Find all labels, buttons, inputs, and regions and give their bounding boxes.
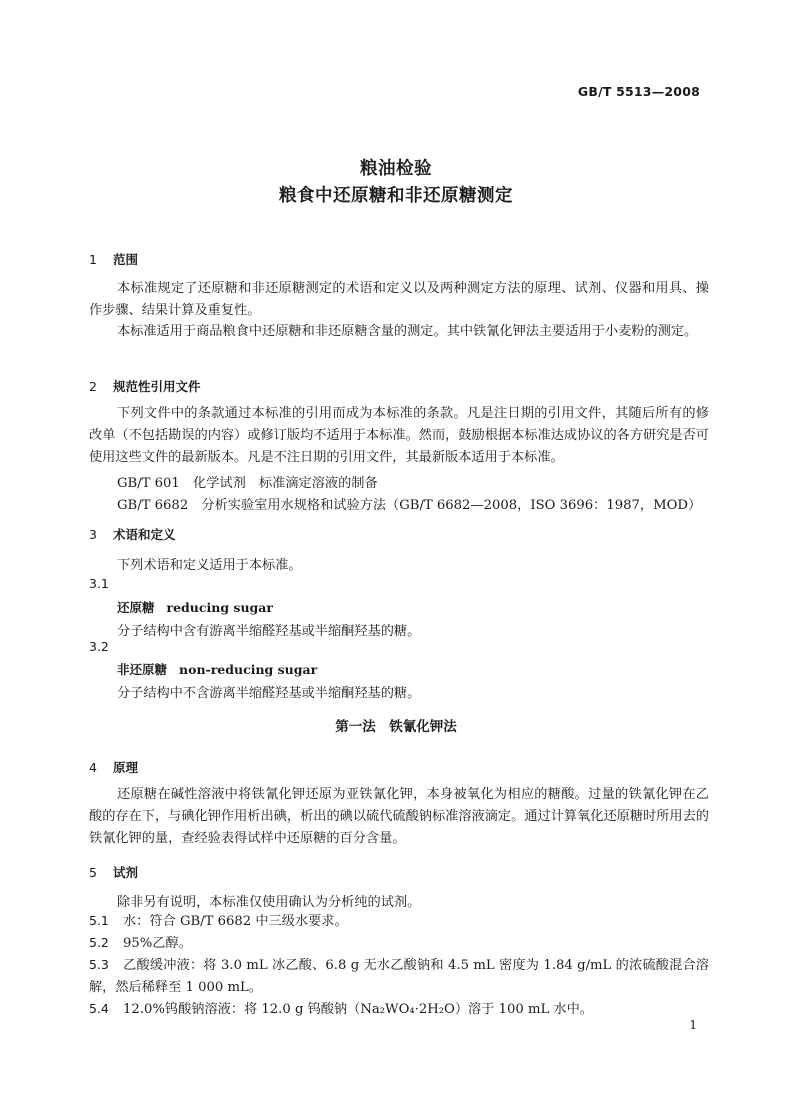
term-chinese: 非还原糖 bbox=[117, 662, 168, 677]
document-title-line1: 粮油检验 bbox=[360, 159, 432, 179]
term-english: non-reducing sugar bbox=[179, 662, 318, 677]
section-2-heading bbox=[89, 377, 201, 395]
term-definition-non-reducing-sugar: 分子结构中不含游离半缩醛羟基或半缩酮羟基的糖。 bbox=[117, 686, 421, 701]
reference-gbt-601: GB/T 601 化学试剂 标准滴定溶液的制备 bbox=[117, 476, 378, 491]
term-number-3-1: 3.1 bbox=[89, 576, 109, 591]
reagent-item-5-2 bbox=[89, 932, 709, 955]
section-3-intro: 下列术语和定义适用于本标准。 bbox=[117, 558, 302, 573]
term-english: reducing sugar bbox=[166, 600, 273, 615]
reagent-item-5-4 bbox=[89, 998, 709, 1021]
section-4-heading bbox=[89, 758, 138, 776]
section-3-heading bbox=[89, 525, 176, 543]
section-5-heading bbox=[89, 863, 138, 881]
section-number: 2 bbox=[89, 379, 97, 394]
section-1-paragraph-1: 本标准规定了还原糖和非还原糖测定的术语和定义以及两种测定方法的原理、试剂、仪器和用具、操作步骤、结果计算及重复性。 bbox=[89, 281, 709, 318]
section-5-intro: 除非另有说明，本标准仅使用确认为分析纯的试剂。 bbox=[117, 895, 421, 910]
method-1-title: 第一法 铁氰化钾法 bbox=[335, 719, 457, 735]
term-non-reducing-sugar bbox=[117, 660, 317, 678]
reagent-item-5-3 bbox=[89, 954, 709, 999]
section-title: 原理 bbox=[113, 760, 139, 775]
reference-gbt-6682: GB/T 6682 分析实验室用水规格和试验方法（GB/T 6682—2008，ISO 3696：1987，MOD） bbox=[117, 498, 702, 513]
document-title-line2: 粮食中还原糖和非还原糖测定 bbox=[279, 186, 513, 206]
section-title: 术语和定义 bbox=[113, 527, 176, 542]
section-2-paragraph: 下列文件中的条款通过本标准的引用而成为本标准的条款。凡是注日期的引用文件，其随后所有的修改单（不包括勘误的内容）或修订版均不适用于本标准。然而，鼓励根据本标准达成协议的各方研究是否可使用这些文件的最新版本。凡是不注日期的引用文件，其最新版本适用于本标准。 bbox=[89, 406, 709, 465]
reagent-item-5-1 bbox=[89, 910, 709, 933]
section-1-paragraph-2: 本标准适用于商品粮食中还原糖和非还原糖含量的测定。其中铁氰化钾法主要适用于小麦粉的测定。 bbox=[117, 324, 698, 339]
page-number: 1 bbox=[689, 1018, 697, 1032]
term-number-3-2: 3.2 bbox=[89, 639, 109, 654]
section-1-heading bbox=[89, 250, 138, 268]
term-reducing-sugar bbox=[117, 598, 273, 616]
term-definition-reducing-sugar: 分子结构中含有游离半缩醛羟基或半缩酮羟基的糖。 bbox=[117, 624, 421, 639]
standard-code: GB/T 5513—2008 bbox=[577, 84, 700, 99]
item-number: 5.3 bbox=[89, 957, 109, 972]
item-text: 12.0%钨酸钠溶液：将 12.0 g 钨酸钠（Na₂WO₄·2H₂O）溶于 100 mL 水中。 bbox=[123, 1002, 593, 1017]
item-text: 水：符合 GB/T 6682 中三级水要求。 bbox=[123, 914, 348, 929]
item-number: 5.2 bbox=[89, 935, 109, 950]
section-number: 5 bbox=[89, 865, 97, 880]
section-number: 4 bbox=[89, 760, 97, 775]
term-chinese: 还原糖 bbox=[117, 600, 155, 615]
section-title: 规范性引用文件 bbox=[113, 379, 201, 394]
section-number: 1 bbox=[89, 252, 97, 267]
item-text: 95%乙醇。 bbox=[123, 936, 192, 951]
section-title: 范围 bbox=[113, 252, 139, 267]
section-title: 试剂 bbox=[113, 865, 139, 880]
item-number: 5.1 bbox=[89, 913, 109, 928]
item-text: 乙酸缓冲液：将 3.0 mL 冰乙酸、6.8 g 无水乙酸钠和 4.5 mL 密度为 1.84 g/mL 的浓硫酸混合溶解，然后稀释至 1 000 mL。 bbox=[89, 958, 709, 995]
item-number: 5.4 bbox=[89, 1001, 109, 1016]
section-number: 3 bbox=[89, 527, 97, 542]
section-4-paragraph: 还原糖在碱性溶液中将铁氰化钾还原为亚铁氰化钾，本身被氧化为相应的糖酸。过量的铁氰化钾在乙酸的存在下，与碘化钾作用析出碘，析出的碘以硫代硫酸钠标准溶液滴定。通过计算氧化还原糖时所用去的铁氰化钾的量，查经验表得试样中还原糖的百分含量。 bbox=[89, 787, 709, 846]
